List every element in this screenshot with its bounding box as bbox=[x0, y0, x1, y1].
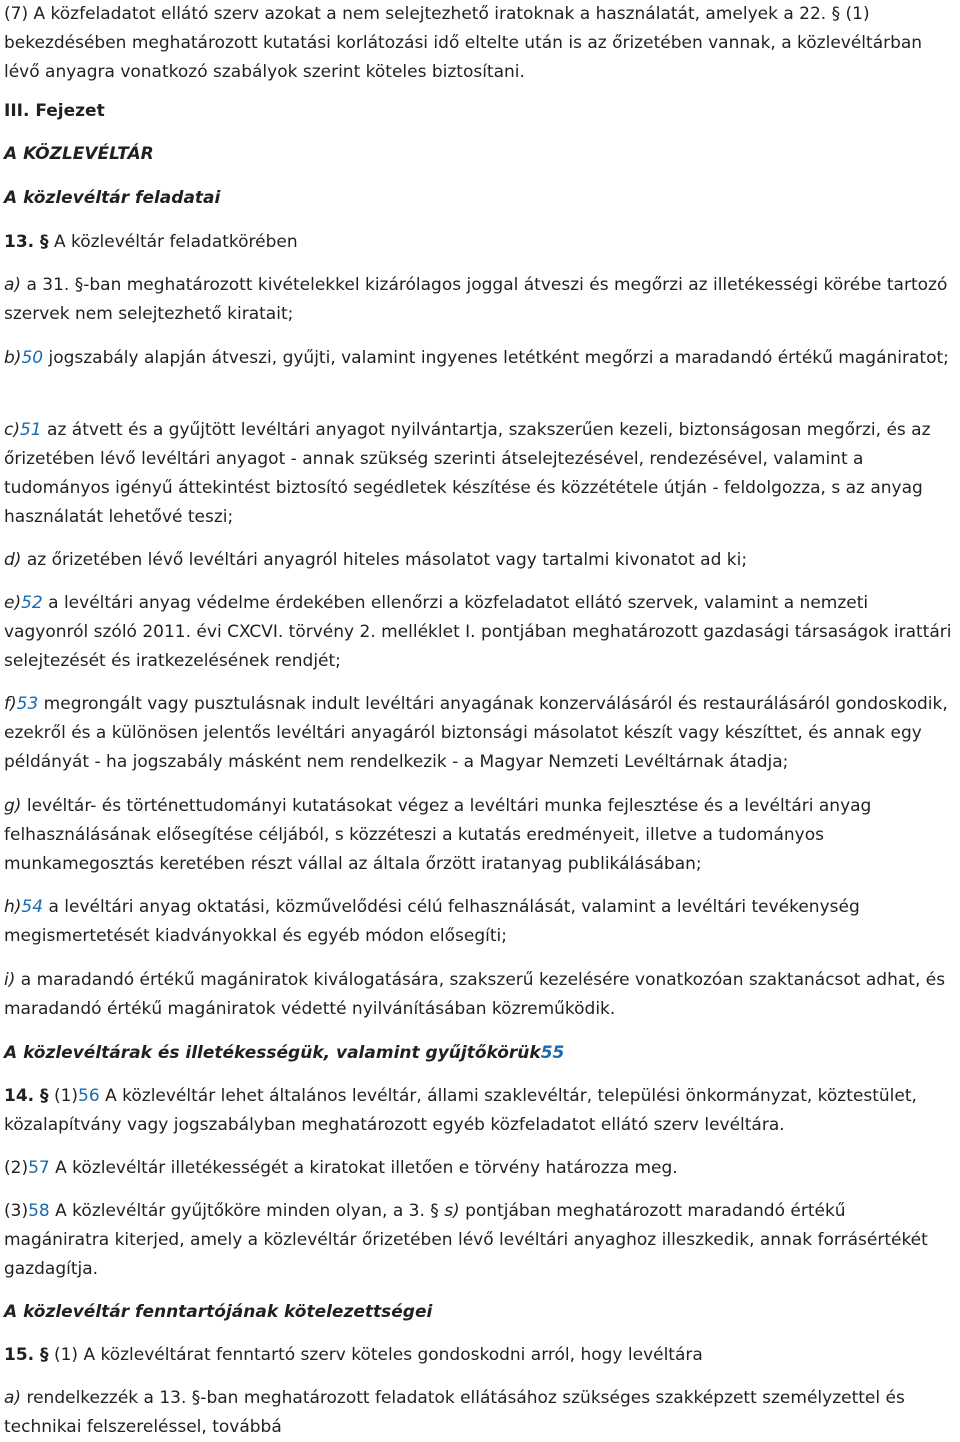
footnote-link[interactable]: 51 bbox=[19, 420, 42, 440]
paragraph-15-1 bbox=[4, 1341, 956, 1370]
section-15-text: (1) A közlevéltárat fenntartó szerv köteles gondoskodni arról, hogy levéltára bbox=[53, 1345, 703, 1365]
subsection-text: A közlevéltár lehet általános levéltár, állami szaklevéltár, települési önkormányzat, köztestület, közalapítvány vagy jogszabályban meghatározott egyéb közfeladatot ellátó szerv levéltára. bbox=[4, 1086, 917, 1135]
item-letter: h) bbox=[4, 897, 22, 917]
subsection-number: (3) bbox=[4, 1201, 29, 1221]
item-letter: a) bbox=[4, 1388, 22, 1408]
item-letter: b) bbox=[4, 348, 22, 368]
item-text: az átvett és a gyűjtött levéltári anyagot nyilvántartja, szakszerűen kezeli, biztonságosan megőrzi, és az őrizetében lévő levéltári anyagot - annak szükség szerinti átselejtezésével, rendezésével, valamint a tudományos igényű áttekintést biztosító segédletek készítése és közzététele útján - feldolgozza, s az anyag használatát lehetővé teszi; bbox=[4, 420, 931, 527]
footnote-link[interactable]: 52 bbox=[21, 593, 43, 613]
paragraph-14-1 bbox=[4, 1082, 956, 1140]
paragraph-14-2 bbox=[4, 1154, 956, 1183]
footnote-link[interactable]: 53 bbox=[16, 694, 39, 714]
section-heading-jurisdiction bbox=[4, 1039, 956, 1068]
section-heading-duties-text: A közlevéltár feladatai bbox=[4, 188, 221, 208]
item-text: megrongált vagy pusztulásnak indult levéltári anyagának konzerválásáról és restaurálásáról gondoskodik, ezekről és a különösen jelentős levéltári anyagáról biztonsági másolatot készít vagy készíttet, és annak egy példányát - ha jogszabály másként nem rendelkezik - a Magyar Nemzeti Levéltárnak átadja; bbox=[4, 694, 948, 772]
section-13-number: 13. § bbox=[4, 232, 49, 252]
item-text: a 31. §-ban meghatározott kivételekkel kizárólagos joggal átveszi és megőrzi az illetékességi körébe tartozó szervek nem selejtezhető kiratait; bbox=[4, 275, 948, 324]
item-15-a bbox=[4, 1384, 956, 1442]
section-heading-maintainer bbox=[4, 1298, 956, 1327]
item-text: az őrizetében lévő levéltári anyagról hiteles másolatot vagy tartalmi kivonatot ad ki; bbox=[26, 550, 748, 570]
intro-text: (7) A közfeladatot ellátó szerv azokat a nem selejtezhető iratoknak a használatát, amelyek a 22. § (1) bekezdésében meghatározott kutatási korlátozási idő eltelte után is az őrizetében vannak, a közlevéltárban lévő anyagra vonatkozó szabályok szerint köteles biztosítani. bbox=[4, 4, 923, 82]
item-text: jogszabály alapján átveszi, gyűjti, valamint ingyenes letétként megőrzi a maradandó értékű magániratot; bbox=[48, 348, 949, 368]
item-13-a bbox=[4, 271, 956, 329]
subsection-text: A közlevéltár gyűjtőköre minden olyan, a 3. § bbox=[55, 1201, 439, 1221]
intro-paragraph bbox=[4, 0, 956, 87]
item-letter: e) bbox=[4, 593, 22, 613]
footnote-link[interactable]: 55 bbox=[540, 1043, 565, 1063]
item-13-c bbox=[4, 416, 956, 532]
section-heading-maintainer-text: A közlevéltár fenntartójának kötelezettségei bbox=[4, 1302, 433, 1322]
item-13-b bbox=[4, 344, 956, 373]
section-heading-jurisdiction-text: A közlevéltárak és illetékességük, valamint gyűjtőkörük bbox=[4, 1043, 541, 1063]
chapter-number bbox=[4, 97, 956, 126]
item-letter: g) bbox=[4, 796, 22, 816]
item-letter: d) bbox=[4, 550, 22, 570]
item-letter: i) bbox=[4, 970, 16, 990]
footnote-link[interactable]: 57 bbox=[28, 1158, 50, 1178]
chapter-number-text: III. Fejezet bbox=[4, 101, 105, 121]
item-13-h bbox=[4, 893, 956, 951]
item-13-i bbox=[4, 966, 956, 1024]
item-letter: f) bbox=[4, 694, 17, 714]
subsection-text: A közlevéltár illetékességét a kiratokat illetően e törvény határozza meg. bbox=[55, 1158, 678, 1178]
item-text: a maradandó értékű magániratok kiválogatására, szakszerű kezelésére vonatkozóan szaktanácsot adhat, és maradandó értékű magániratok védetté nyilvánításában közreműködik. bbox=[4, 970, 946, 1019]
chapter-title bbox=[4, 140, 956, 169]
item-13-e bbox=[4, 589, 956, 676]
item-13-d bbox=[4, 546, 956, 575]
section-15-number: 15. § bbox=[4, 1345, 49, 1365]
item-text: a levéltári anyag védelme érdekében ellenőrzi a közfeladatot ellátó szervek, valamint a nemzeti vagyonról szóló 2011. évi CXCVI. törvény 2. melléklet I. pontjában meghatározott gazdasági társaságok irattári selejtezését és iratkezelésének rendjét; bbox=[4, 593, 952, 671]
section-13-text: A közlevéltár feladatkörében bbox=[53, 232, 298, 252]
section-heading-duties bbox=[4, 184, 956, 213]
subsection-number: (2) bbox=[4, 1158, 29, 1178]
subsection-text: pontjában meghatározott maradandó értékű magániratra kiterjed, amely a közlevéltár őrizetében lévő levéltári anyaghoz illeszkedik, annak forrásértékét gazdagítja. bbox=[4, 1201, 928, 1279]
chapter-title-text: A KÖZLEVÉLTÁR bbox=[4, 144, 154, 164]
footnote-link[interactable]: 54 bbox=[21, 897, 44, 917]
point-letter: s) bbox=[444, 1201, 460, 1221]
item-text: a levéltári anyag oktatási, közművelődési célú felhasználását, valamint a levéltári tevékenység megismertetését kiadványokkal és egyéb módon elősegíti; bbox=[4, 897, 860, 946]
item-letter: c) bbox=[4, 420, 20, 440]
item-13-f bbox=[4, 690, 956, 777]
item-text: rendelkezzék a 13. §-ban meghatározott feladatok ellátásához szükséges szakképzett személyzettel és technikai felszereléssel, továbbá bbox=[4, 1388, 905, 1437]
paragraph-13 bbox=[4, 228, 956, 257]
footnote-link[interactable]: 56 bbox=[78, 1086, 100, 1106]
footnote-link[interactable]: 58 bbox=[28, 1201, 50, 1221]
footnote-link[interactable]: 50 bbox=[21, 348, 44, 368]
paragraph-14-3 bbox=[4, 1197, 956, 1284]
item-text: levéltár- és történettudományi kutatásokat végez a levéltári munka fejlesztése és a levéltári anyag felhasználásának elősegítése céljából, s közzéteszi a kutatás eredményeit, illetve a tudományos munkamegosztás keretében részt vállal az általa őrzött iratanyag publikálásában; bbox=[4, 796, 872, 874]
item-13-g bbox=[4, 792, 956, 879]
item-letter: a) bbox=[4, 275, 22, 295]
subsection-number: (1) bbox=[53, 1086, 79, 1106]
section-14-number: 14. § bbox=[4, 1086, 49, 1106]
